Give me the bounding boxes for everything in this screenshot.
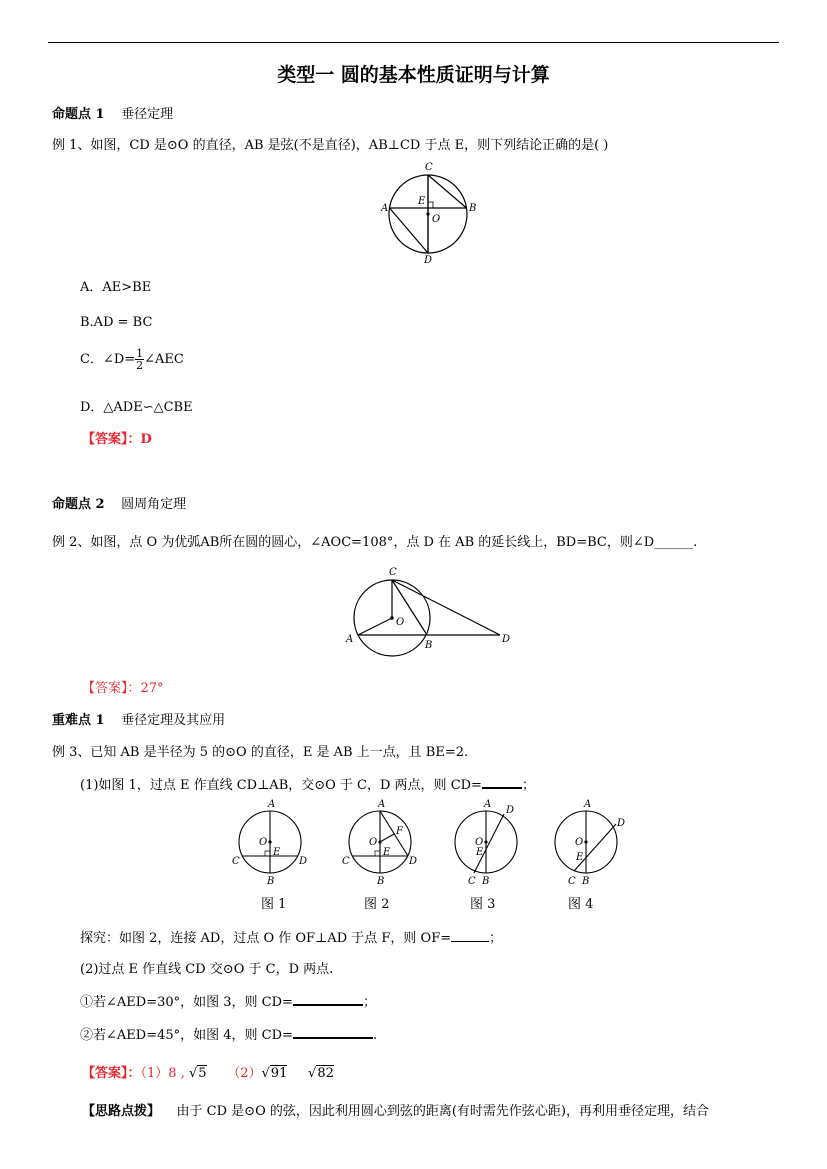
example-1-answer: 【答案】：D (82, 432, 152, 447)
sqrt-82-radicand: 82 (317, 1066, 334, 1081)
label-f: F (396, 826, 403, 837)
example-3-q2b (80, 1024, 377, 1043)
label-o: O (369, 837, 378, 848)
label-b: B (469, 203, 477, 214)
label-a: A (268, 799, 276, 810)
point-name: 垂径定理及其应用 (121, 713, 226, 728)
label-a: A (381, 203, 389, 214)
example-3-q2: (2)过点 E 作直线 CD 交⊙O 于 C，D 两点. (80, 962, 334, 977)
explore-text: 探究：如图 2，连接 AD，过点 O 作 OF⊥AD 于点 F，则 OF= (80, 931, 452, 946)
label-e: E (476, 847, 484, 858)
q2b-end: . (372, 1028, 378, 1043)
fraction-numerator: 1 (136, 347, 144, 360)
label-d: D (502, 634, 511, 645)
answer-part-1: （1）8 , (140, 1066, 185, 1081)
option-d: D．△ADE∽△CBE (80, 400, 193, 415)
option-c-prefix: C．∠D= (80, 352, 136, 367)
caption-figure-1: 图 1 (261, 897, 287, 912)
label-d: D (617, 818, 626, 829)
label-a: A (346, 634, 354, 645)
option-c (80, 348, 184, 371)
label-b: B (377, 876, 385, 887)
label-o: O (259, 837, 268, 848)
caption-figure-3: 图 3 (470, 897, 496, 912)
label-c: C (468, 876, 476, 887)
sqrt-5-radicand: 5 (198, 1066, 207, 1081)
label-a: A (484, 799, 492, 810)
example-3-stem: 例 3、已知 AB 是半径为 5 的⊙O 的直径，E 是 AB 上一点，且 BE=2. (52, 745, 469, 760)
q1-end: ； (521, 778, 535, 793)
example-2-figure (340, 562, 520, 662)
example-2-answer: 【答案】：27° (82, 681, 164, 696)
label-b: B (582, 876, 590, 887)
figure-3 (446, 796, 536, 888)
point-name: 垂径定理 (121, 107, 174, 122)
label-e: E (383, 847, 391, 858)
label-a: A (378, 799, 386, 810)
fraction (135, 348, 144, 371)
label-d: D (299, 856, 308, 867)
label-e: E (273, 847, 281, 858)
sqrt-91: √91 (261, 1066, 288, 1081)
figure-4 (546, 796, 636, 888)
center-dot (390, 616, 394, 620)
label-o: O (575, 837, 584, 848)
label-a: A (584, 799, 592, 810)
figure-2 (338, 796, 428, 888)
header-rule (48, 42, 779, 43)
option-a: A．AE>BE (80, 280, 152, 295)
section-hard-1 (52, 709, 225, 728)
label-c: C (568, 876, 576, 887)
caption-figure-2: 图 2 (364, 897, 390, 912)
example-3-q2a (80, 991, 376, 1010)
segment-ad (390, 208, 429, 253)
page-title: 类型一 圆的基本性质证明与计算 (277, 64, 550, 86)
sqrt-91-radicand: 91 (270, 1066, 288, 1081)
option-b: B.AD = BC (80, 315, 153, 330)
label-c: C (425, 162, 433, 173)
q2a-text: ①若∠AED=30°，如图 3，则 CD= (80, 995, 293, 1010)
label-o: O (396, 617, 405, 628)
label-b: B (267, 876, 275, 887)
example-3-answer (82, 1062, 334, 1081)
hint-label: 【思路点拨】 (82, 1104, 161, 1119)
sqrt-82: √82 (308, 1066, 334, 1081)
section-point-2 (52, 493, 186, 512)
label-d: D (506, 805, 515, 816)
option-c-suffix: ∠AEC (144, 352, 184, 367)
hint-text: 由于 CD 是⊙O 的弦，因此利用圆心到弦的距离(有时需先作弦心距)，再利用垂径定理，结合 (176, 1104, 710, 1119)
answer-blank (451, 941, 489, 942)
label-d: D (409, 856, 418, 867)
hint (82, 1100, 709, 1119)
point-name: 圆周角定理 (121, 497, 187, 512)
q2b-text: ②若∠AED=45°，如图 4，则 CD= (80, 1028, 293, 1043)
section-point-1 (52, 103, 173, 122)
example-1-figure (378, 158, 482, 266)
label-d: D (424, 255, 433, 266)
label-o: O (432, 214, 441, 225)
label-b: B (482, 876, 490, 887)
example-1-stem: 例 1、如图，CD 是⊙O 的直径，AB 是弦(不是直径)，AB⊥CD 于点 E，则下列结论正确的是( ) (52, 138, 609, 153)
fraction-denominator: 2 (136, 359, 144, 372)
segment-oa (358, 618, 392, 635)
q2a-end: ； (362, 995, 376, 1010)
segment-cd (392, 580, 500, 635)
point-label: 命题点 1 (52, 107, 105, 122)
figure-1 (228, 796, 318, 888)
label-b: B (425, 640, 433, 651)
point-label: 重难点 1 (52, 713, 105, 728)
answer-blank (293, 1037, 373, 1039)
example-3-q1 (80, 774, 535, 793)
answer-blank (293, 1004, 363, 1006)
label-o: O (475, 837, 484, 848)
label-e: E (576, 852, 584, 863)
answer-part-2: （2） (227, 1066, 262, 1081)
explore-end: ； (489, 931, 503, 946)
answer-blank (482, 787, 522, 789)
label-e: E (418, 196, 426, 207)
caption-figure-4: 图 4 (568, 897, 594, 912)
label-c: C (232, 856, 240, 867)
example-3-explore (80, 927, 502, 946)
sqrt-5: √5 (188, 1066, 207, 1081)
label-c: C (342, 856, 350, 867)
center-dot (426, 212, 429, 215)
answer-label: 【答案】： (82, 1066, 141, 1081)
right-angle-mark (428, 202, 433, 208)
point-label: 命题点 2 (52, 497, 105, 512)
q1-text: (1)如图 1，过点 E 作直线 CD⊥AB，交⊙O 于 C，D 两点，则 CD= (80, 778, 482, 793)
label-c: C (389, 567, 397, 578)
example-2-stem: 例 2、如图，点 O 为优弧AB所在圆的圆心，∠AOC=108°，点 D 在 AB 的延长线上，BD=BC，则∠D______. (52, 535, 698, 550)
